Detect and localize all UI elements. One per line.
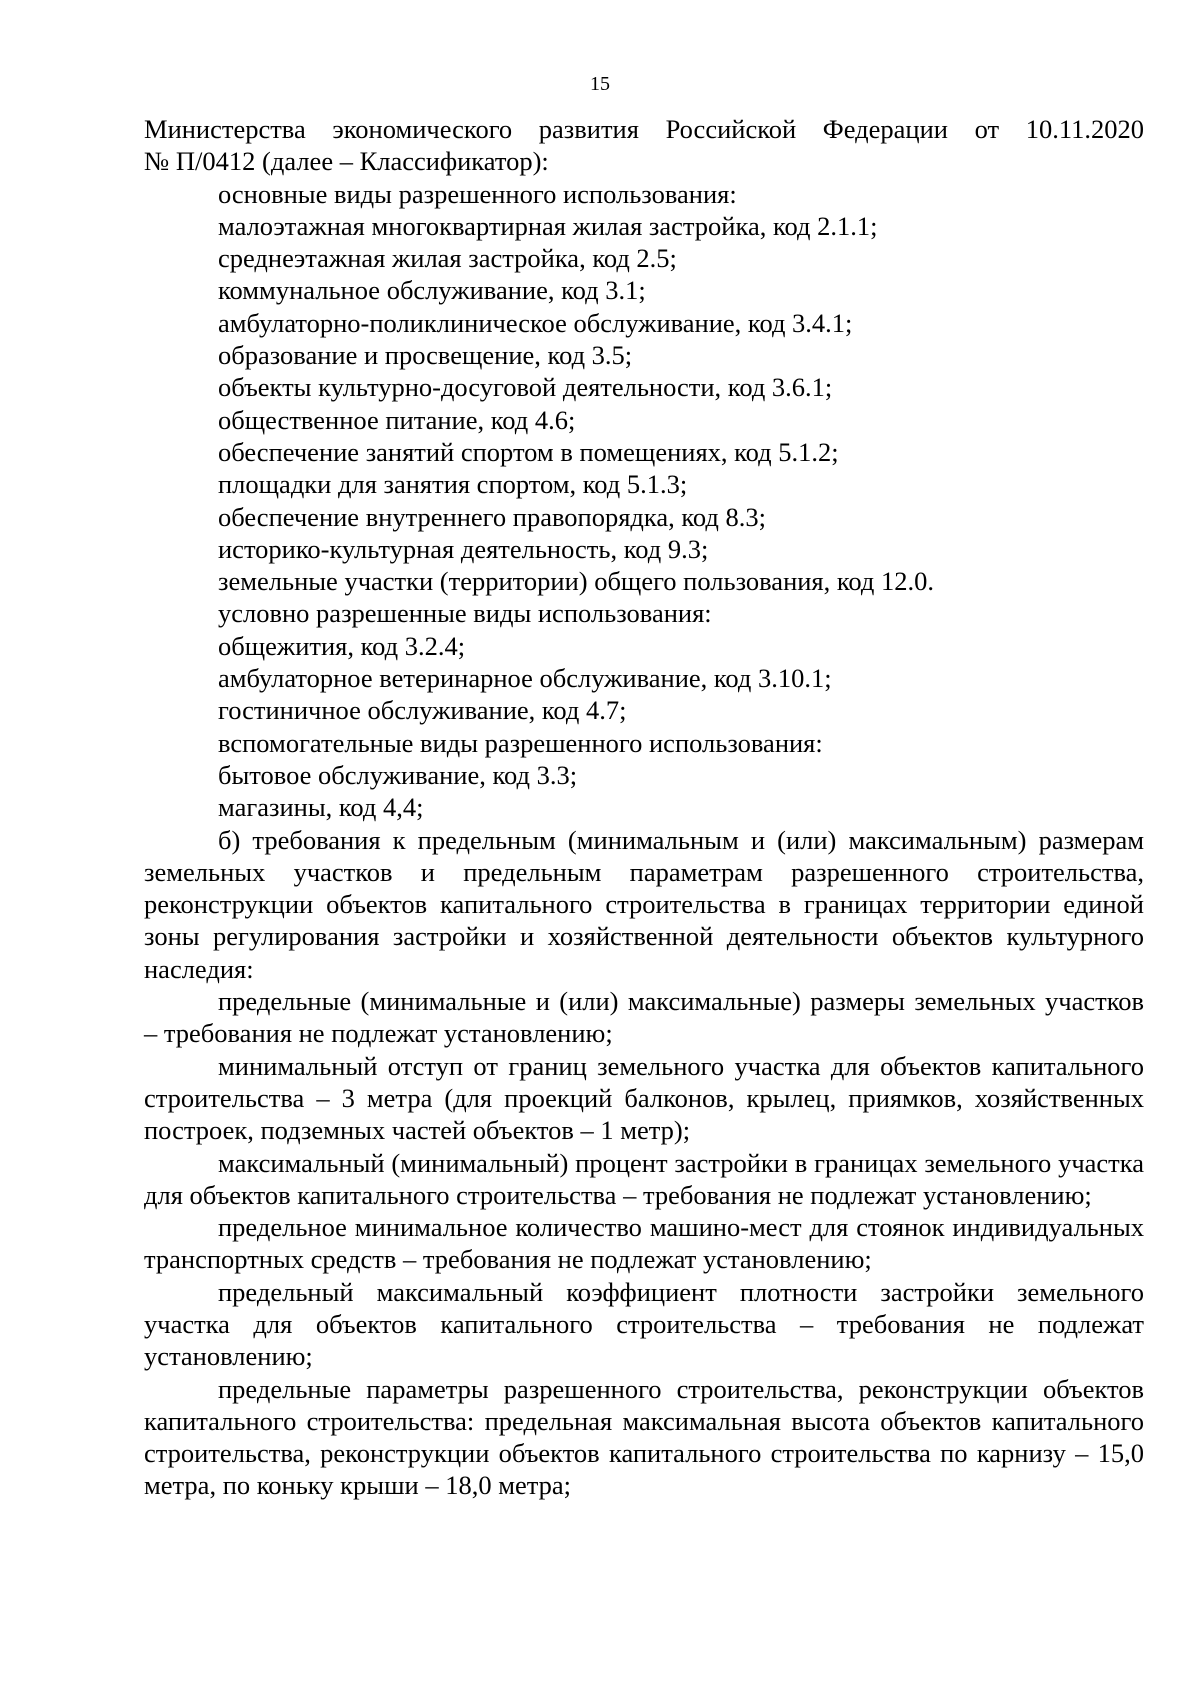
list-item: историко-культурная деятельность, код 9.3; xyxy=(218,533,709,564)
list-item: земельные участки (территории) общего пользования, код 12.0. xyxy=(218,566,934,597)
list-item: общежития, код 3.2.4; xyxy=(218,630,466,661)
page-number: 15 xyxy=(590,73,610,95)
list-item: амбулаторное ветеринарное обслуживание, код 3.10.1; xyxy=(218,663,832,694)
list-item: малоэтажная многоквартирная жилая застройка, код 2.1.1; xyxy=(218,210,878,241)
list-item: среднеэтажная жилая застройка, код 2.5; xyxy=(218,243,677,274)
body-paragraph: предельные (минимальные и (или) максимальные) размеры земельных участков – требования не подлежат установлению; xyxy=(144,986,1144,1049)
list-item: образование и просвещение, код 3.5; xyxy=(218,340,633,371)
list-item: условно разрешенные виды использования: xyxy=(218,598,712,629)
list-item: магазины, код 4,4; xyxy=(218,792,424,823)
list-item: обеспечение занятий спортом в помещениях, код 5.1.2; xyxy=(218,436,839,467)
list-item: коммунальное обслуживание, код 3.1; xyxy=(218,275,646,306)
list-item: гостиничное обслуживание, код 4.7; xyxy=(218,695,627,726)
body-paragraph: предельный максимальный коэффициент плотности застройки земельного участка для объектов капитального строительства – требования не подлежат установлению; xyxy=(144,1276,1144,1372)
list-item: объекты культурно-досуговой деятельности, код 3.6.1; xyxy=(218,372,833,403)
list-item: площадки для занятия спортом, код 5.1.3; xyxy=(218,469,688,500)
list-item: обеспечение внутреннего правопорядка, код 8.3; xyxy=(218,501,766,532)
paragraph-line: № П/0412 (далее – Классификатор): xyxy=(144,146,549,177)
list-item: амбулаторно-поликлиническое обслуживание, код 3.4.1; xyxy=(218,307,853,338)
body-paragraph: максимальный (минимальный) процент застройки в границах земельного участка для объектов капитального строительства – требования не подлежат установлению; xyxy=(144,1147,1144,1210)
list-item: вспомогательные виды разрешенного использования: xyxy=(218,727,823,758)
document-body xyxy=(144,113,1144,1502)
body-paragraph: б) требования к предельным (минимальным и (или) максимальным) размерам земельных участков и предельным параметрам разрешенного строительства, реконструкции объектов капитального строительства в границах территории единой зоны регулирования застройки и хозяйственной деятельности объектов культурного наследия: xyxy=(144,824,1144,984)
paragraph-line: Министерства экономического развития Российской Федерации от 10.11.2020 xyxy=(144,114,1144,144)
body-paragraph: минимальный отступ от границ земельного участка для объектов капитального строительства – 3 метра (для проекций балконов, крылец, приямков, хозяйственных построек, подземных частей объектов – 1 метр); xyxy=(144,1050,1144,1146)
list-item: бытовое обслуживание, код 3.3; xyxy=(218,759,578,790)
list-item: общественное питание, код 4.6; xyxy=(218,404,576,435)
list-item: основные виды разрешенного использования: xyxy=(218,178,737,209)
body-paragraph: предельные параметры разрешенного строительства, реконструкции объектов капитального строительства: предельная максимальная высота объектов капитального строительства, реконструкции объектов капитального строительства по карнизу – 15,0 метра, по коньку крыши – 18,0 метра; xyxy=(144,1373,1144,1501)
body-paragraph: предельное минимальное количество машино-мест для стоянок индивидуальных транспортных средств – требования не подлежат установлению; xyxy=(144,1212,1144,1275)
